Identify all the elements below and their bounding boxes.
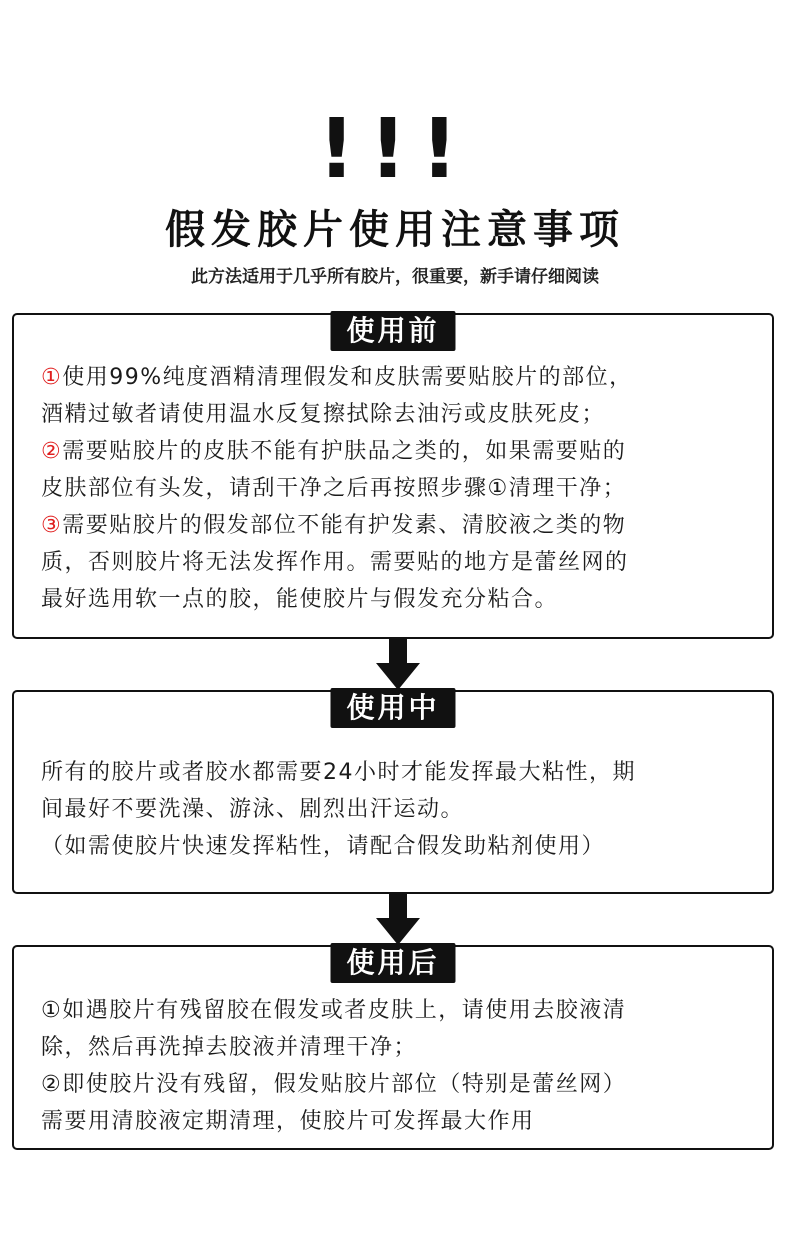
before-use-section: [12, 313, 774, 639]
down-arrow-icon: [376, 894, 420, 945]
text-line: ②即使胶片没有残留，假发贴胶片部位（特别是蕾丝网）: [41, 1072, 627, 1097]
text-line: （如需使胶片快速发挥粘性，请配合假发助粘剂使用）: [41, 834, 606, 859]
after-use-section: [12, 945, 774, 1150]
text-line: ①如遇胶片有残留胶在假发或者皮肤上，请使用去胶液清: [41, 998, 627, 1023]
during-use-content: [41, 754, 756, 865]
step-number: ③: [41, 513, 63, 538]
page-title: 假发胶片使用注意事项: [165, 207, 625, 253]
after-use-content: [41, 992, 756, 1140]
during-use-section: [12, 690, 774, 894]
section-label-before: 使用前: [330, 311, 455, 351]
text-line: 所有的胶片或者胶水都需要24小时才能发挥最大粘性，期: [41, 760, 636, 785]
text-line: 需要用清胶液定期清理，使胶片可发挥最大作用: [41, 1109, 535, 1134]
exclamation-marks: !!!: [317, 102, 473, 197]
text-line: 皮肤部位有头发，请刮干净之后再按照步骤①清理干净；: [41, 476, 627, 501]
section-label-during: 使用中: [330, 688, 455, 728]
text-line: 质，否则胶片将无法发挥作用。需要贴的地方是蕾丝网的: [41, 550, 629, 575]
step-number: ②: [41, 439, 63, 464]
text-line: 除，然后再洗掉去胶液并清理干净；: [41, 1035, 418, 1060]
text-line: 间最好不要洗澡、游泳、剧烈出汗运动。: [41, 797, 465, 822]
text-line: ③需要贴胶片的假发部位不能有护发素、清胶液之类的物: [41, 513, 627, 538]
text-line: ①使用99%纯度酒精清理假发和皮肤需要贴胶片的部位，: [41, 365, 633, 390]
text-line: 酒精过敏者请使用温水反复擦拭除去油污或皮肤死皮；: [41, 402, 606, 427]
step-number: ①: [41, 365, 63, 390]
text-line: 最好选用软一点的胶，能使胶片与假发充分粘合。: [41, 587, 559, 612]
down-arrow-icon: [376, 639, 420, 690]
text-line: ②需要贴胶片的皮肤不能有护肤品之类的，如果需要贴的: [41, 439, 627, 464]
section-label-after: 使用后: [330, 943, 455, 983]
before-use-content: [41, 359, 756, 618]
page-subtitle: 此方法适用于几乎所有胶片，很重要，新手请仔细阅读: [191, 267, 599, 287]
